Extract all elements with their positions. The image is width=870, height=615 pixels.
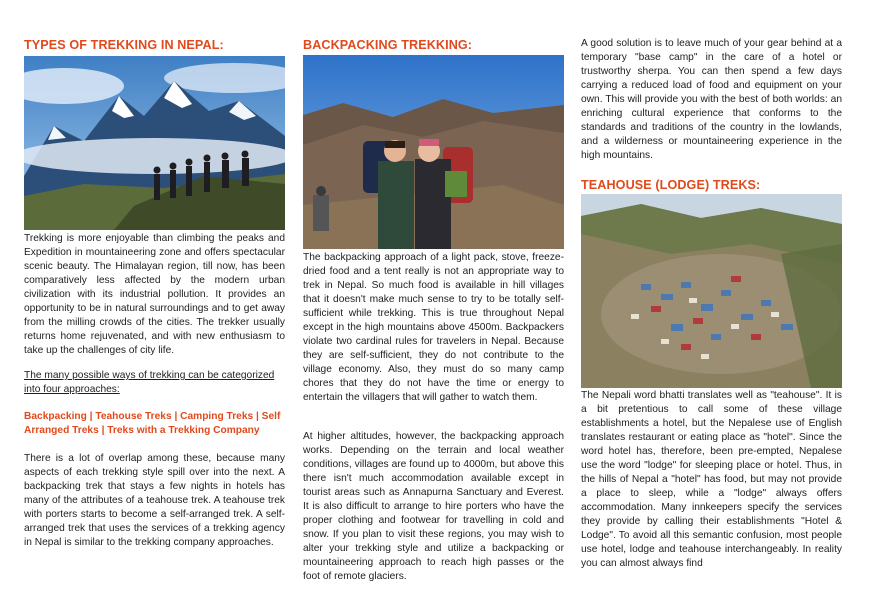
heading-backpacking-trekking: BACKPACKING TREKKING: [303, 38, 473, 52]
types-intro-paragraph: Trekking is more enjoyable than climbing the peaks and Expedition in mountaineering zone and offers spectacular scenic beauty. The Himalayan region, till now, has been comparatively less affected by the modern urban civilization with its industrial pollution. It provides an opportunity to be in natural surroundings and to get away from the milling crowds of the cities. The trekker usually returns home rejuvenated, and with new enthusiasm to take up the challenges of city life. [24, 233, 285, 356]
overlap-paragraph: There is a lot of overlap among these, because many aspects of each trekking style spill over into the next. A backpacking trek that stays a few nights in hotels has many of the attributes of a teahouse trek. A teahouse trek with porters starts to become a self-arranged trek. A self- arranged trek that uses the services of a trekking agency in Nepal is similar to the trekking company approaches. [24, 453, 285, 548]
hill-village-photo [581, 194, 842, 388]
backpacking-approach-paragraph: The backpacking approach of a light pack, stove, freeze-dried food and a tent really is not an appropriate way to trek in Nepal. So much food is available in hill villages that it doesn't make much sense to try to be totally self-sufficient while trekking. This is true throughout Nepal except in the high mountains above 4500m. Backpackers violate two cardinal rules for travelers in Nepal. Because they are self-sufficient, they do not contribute to the village economy. Also, they must do so many camp chores that they do not have the time or energy to entertain the villagers that will gather to watch them. [303, 252, 564, 403]
heading-teahouse-treks: TEAHOUSE (LODGE) TREKS: [581, 178, 761, 192]
backpackers-photo [303, 55, 564, 249]
base-camp-paragraph: A good solution is to leave much of your gear behind at a temporary "base camp" in the care of a hotel or trustworthy sherpa. You can then spend a few days carrying a reduced load of food and equipment on your own. This will provide you with the best of both worlds: an enriching cultural experience that conforms to the standards and traditions of the country in the lowlands, and a wilderness or mountaineering experience in the high mountains. [581, 38, 842, 161]
higher-altitudes-paragraph: At higher altitudes, however, the backpacking approach works. Depending on the terrain and local weather conditions, villages are found up to 4000m, but above this there isn't much accommodation available except in tourist areas such as Annapurna Sanctuary and Everest. It is also difficult to arrange to hire porters who have the proper clothing and footwear for travelling in cold and snow. If you plan to visit these regions, you may wish to alter your trekking style and utilize a backpacking or mountaineering approach to reach high passes or the foot of remote glaciers. [303, 431, 564, 582]
heading-types-of-trekking: TYPES OF TREKKING IN NEPAL: [24, 38, 224, 52]
mountain-trekkers-photo [24, 56, 285, 230]
teahouse-paragraph: The Nepali word bhatti translates well as "teahouse". It is a bit pretentious to call some of these village establishments a hotel, but the Nepalese use of English translates restaurant or eating place as "hotel". Since the word hotel has, therefore, been pre-empted, Nepalese use the word "lodge" for sleeping place or hotel. Thus, in the hills of Nepal a "hotel" has food, but may not provide a place to sleep, while a "lodge" always offers accommodation. Many innkeepers specify the services they provide by calling their establishments "Hotel & Lodge". To avoid all this semantic confusion, most people use hotel, lodge and teahouse interchangeably. In reality you can almost always find [581, 390, 842, 569]
trekking-types-list: Backpacking | Teahouse Treks | Camping Treks | Self Arranged Treks | Treks with a Trekking Company [24, 411, 281, 436]
approaches-text: The many possible ways of trekking can be categorized into four approaches: [24, 370, 275, 395]
